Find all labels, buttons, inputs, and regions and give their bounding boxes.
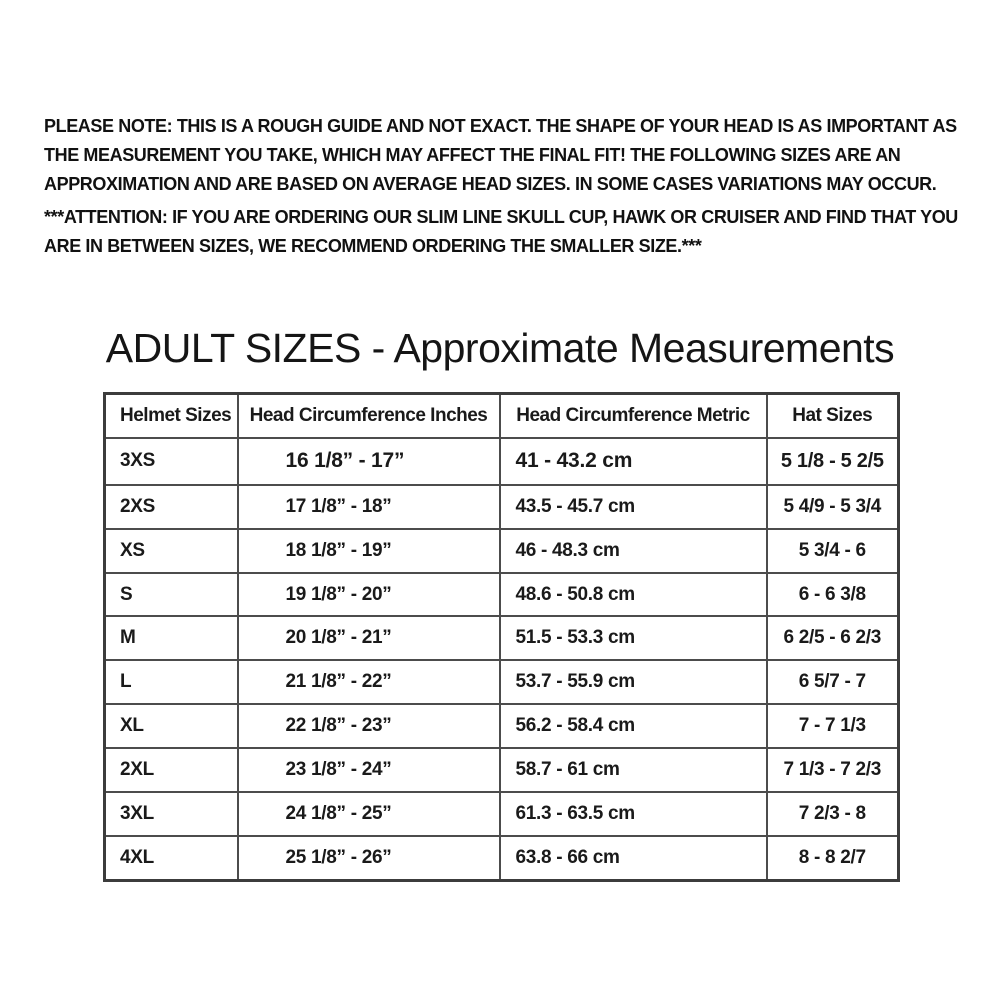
- cell-hat-size: 5 3/4 - 6: [767, 529, 899, 573]
- cell-helmet-size: XS: [105, 529, 238, 573]
- cell-circumference-metric: 51.5 - 53.3 cm: [500, 616, 767, 660]
- table-row-l: [105, 660, 899, 704]
- cell-circumference-metric: 61.3 - 63.5 cm: [500, 792, 767, 836]
- table-row-xs: [105, 529, 899, 573]
- cell-hat-size: 7 2/3 - 8: [767, 792, 899, 836]
- note-paragraph: PLEASE NOTE: THIS IS A ROUGH GUIDE AND NOT EXACT. THE SHAPE OF YOUR HEAD IS AS IMPORTANT AS THE MEASUREMENT YOU TAKE, WHICH MAY AFFECT THE FINAL FIT! THE FOLLOWING SIZES ARE AN APPROXIMATION AND ARE BASED ON AVERAGE HEAD SIZES. IN SOME CASES VARIATIONS MAY OCCUR.: [44, 116, 957, 194]
- cell-hat-size: 8 - 8 2/7: [767, 836, 899, 881]
- attention-paragraph: ***ATTENTION: IF YOU ARE ORDERING OUR SLIM LINE SKULL CUP, HAWK OR CRUISER AND FIND THAT YOU ARE IN BETWEEN SIZES, WE RECOMMEND ORDERING THE SMALLER SIZE.***: [44, 207, 958, 256]
- page-title: ADULT SIZES - Approximate Measurements: [105, 325, 895, 371]
- table-row-s: [105, 573, 899, 617]
- cell-circumference-inches: 17 1/8” - 18”: [238, 485, 500, 529]
- cell-helmet-size: XL: [105, 704, 238, 748]
- cell-helmet-size: 4XL: [105, 836, 238, 881]
- cell-helmet-size: 2XS: [105, 485, 238, 529]
- cell-circumference-metric: 43.5 - 45.7 cm: [500, 485, 767, 529]
- table-row-2xs: [105, 485, 899, 529]
- cell-circumference-metric: 41 - 43.2 cm: [500, 438, 767, 485]
- cell-hat-size: 5 4/9 - 5 3/4: [767, 485, 899, 529]
- cell-circumference-inches: 24 1/8” - 25”: [238, 792, 500, 836]
- cell-circumference-metric: 58.7 - 61 cm: [500, 748, 767, 792]
- table-row-m: [105, 616, 899, 660]
- cell-hat-size: 6 2/5 - 6 2/3: [767, 616, 899, 660]
- cell-circumference-inches: 18 1/8” - 19”: [238, 529, 500, 573]
- cell-circumference-metric: 46 - 48.3 cm: [500, 529, 767, 573]
- cell-helmet-size: 2XL: [105, 748, 238, 792]
- table-row-xl: [105, 704, 899, 748]
- column-header-head-circumference-inches: Head Circumference Inches: [238, 394, 500, 438]
- table-row-3xs: [105, 438, 899, 485]
- cell-helmet-size: M: [105, 616, 238, 660]
- table-row-2xl: [105, 748, 899, 792]
- cell-circumference-inches: 23 1/8” - 24”: [238, 748, 500, 792]
- table-row-3xl: [105, 792, 899, 836]
- cell-hat-size: 6 5/7 - 7: [767, 660, 899, 704]
- cell-helmet-size: 3XL: [105, 792, 238, 836]
- cell-circumference-inches: 21 1/8” - 22”: [238, 660, 500, 704]
- cell-hat-size: 7 1/3 - 7 2/3: [767, 748, 899, 792]
- cell-circumference-metric: 48.6 - 50.8 cm: [500, 573, 767, 617]
- cell-helmet-size: S: [105, 573, 238, 617]
- cell-circumference-inches: 19 1/8” - 20”: [238, 573, 500, 617]
- cell-circumference-metric: 56.2 - 58.4 cm: [500, 704, 767, 748]
- cell-circumference-inches: 20 1/8” - 21”: [238, 616, 500, 660]
- adult-sizes-table: [103, 392, 900, 882]
- cell-hat-size: 6 - 6 3/8: [767, 573, 899, 617]
- cell-hat-size: 5 1/8 - 5 2/5: [767, 438, 899, 485]
- table-header-row: [105, 394, 899, 438]
- cell-circumference-inches: 16 1/8” - 17”: [238, 438, 500, 485]
- column-header-head-circumference-metric: Head Circumference Metric: [500, 394, 767, 438]
- cell-circumference-metric: 53.7 - 55.9 cm: [500, 660, 767, 704]
- column-header-hat-sizes: Hat Sizes: [767, 394, 899, 438]
- table-row-4xl: [105, 836, 899, 881]
- cell-circumference-inches: 25 1/8” - 26”: [238, 836, 500, 881]
- cell-helmet-size: 3XS: [105, 438, 238, 485]
- cell-circumference-inches: 22 1/8” - 23”: [238, 704, 500, 748]
- cell-helmet-size: L: [105, 660, 238, 704]
- cell-hat-size: 7 - 7 1/3: [767, 704, 899, 748]
- column-header-helmet-sizes: Helmet Sizes: [105, 394, 238, 438]
- cell-circumference-metric: 63.8 - 66 cm: [500, 836, 767, 881]
